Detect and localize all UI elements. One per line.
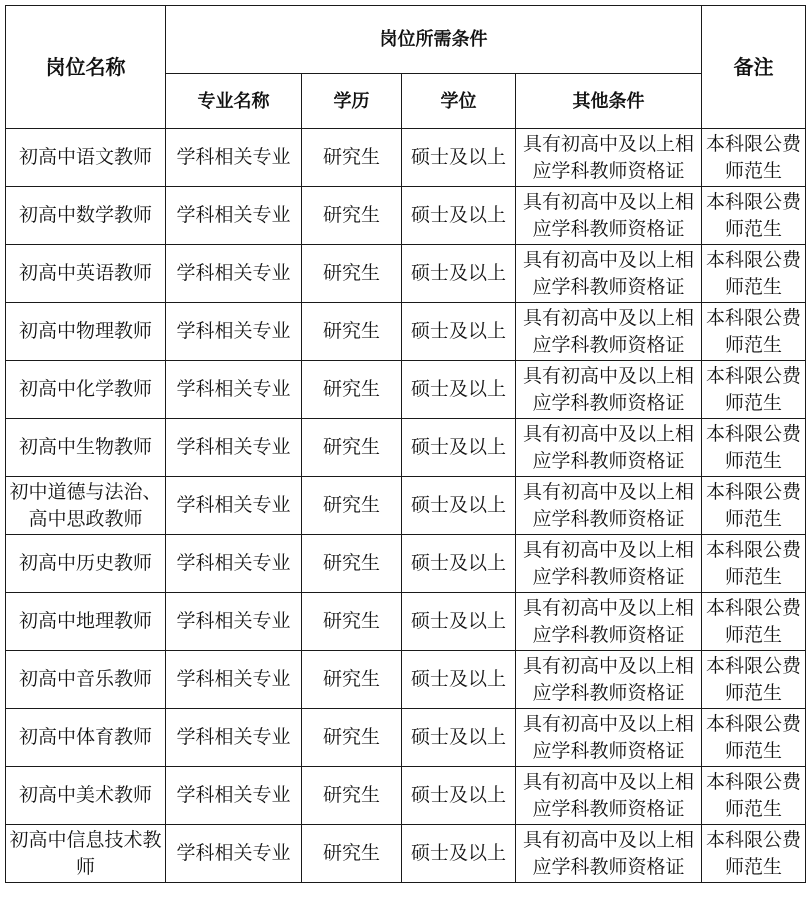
cell-education: 研究生 bbox=[302, 767, 402, 825]
table-row bbox=[6, 593, 806, 651]
cell-remarks: 本科限公费师范生 bbox=[702, 709, 806, 767]
cell-major: 学科相关专业 bbox=[166, 129, 302, 187]
cell-other-conditions: 具有初高中及以上相应学科教师资格证 bbox=[516, 303, 702, 361]
table-row bbox=[6, 245, 806, 303]
header-remarks: 备注 bbox=[702, 6, 806, 129]
header-position-name: 岗位名称 bbox=[6, 6, 166, 129]
cell-education: 研究生 bbox=[302, 187, 402, 245]
recruitment-table-container bbox=[5, 5, 806, 883]
cell-remarks: 本科限公费师范生 bbox=[702, 419, 806, 477]
cell-major: 学科相关专业 bbox=[166, 187, 302, 245]
cell-major: 学科相关专业 bbox=[166, 245, 302, 303]
cell-position: 初高中物理教师 bbox=[6, 303, 166, 361]
table-header bbox=[6, 6, 806, 129]
cell-degree: 硕士及以上 bbox=[402, 129, 516, 187]
cell-remarks: 本科限公费师范生 bbox=[702, 651, 806, 709]
table-row bbox=[6, 709, 806, 767]
cell-other-conditions: 具有初高中及以上相应学科教师资格证 bbox=[516, 651, 702, 709]
cell-other-conditions: 具有初高中及以上相应学科教师资格证 bbox=[516, 361, 702, 419]
table-row bbox=[6, 767, 806, 825]
cell-other-conditions: 具有初高中及以上相应学科教师资格证 bbox=[516, 709, 702, 767]
cell-remarks: 本科限公费师范生 bbox=[702, 477, 806, 535]
cell-other-conditions: 具有初高中及以上相应学科教师资格证 bbox=[516, 477, 702, 535]
table-row bbox=[6, 651, 806, 709]
cell-degree: 硕士及以上 bbox=[402, 593, 516, 651]
cell-remarks: 本科限公费师范生 bbox=[702, 535, 806, 593]
cell-position: 初高中化学教师 bbox=[6, 361, 166, 419]
cell-other-conditions: 具有初高中及以上相应学科教师资格证 bbox=[516, 825, 702, 883]
cell-education: 研究生 bbox=[302, 825, 402, 883]
cell-major: 学科相关专业 bbox=[166, 303, 302, 361]
cell-education: 研究生 bbox=[302, 651, 402, 709]
cell-remarks: 本科限公费师范生 bbox=[702, 129, 806, 187]
cell-other-conditions: 具有初高中及以上相应学科教师资格证 bbox=[516, 419, 702, 477]
cell-position: 初高中信息技术教师 bbox=[6, 825, 166, 883]
cell-major: 学科相关专业 bbox=[166, 709, 302, 767]
cell-degree: 硕士及以上 bbox=[402, 709, 516, 767]
recruitment-table bbox=[5, 5, 806, 883]
cell-education: 研究生 bbox=[302, 303, 402, 361]
cell-remarks: 本科限公费师范生 bbox=[702, 303, 806, 361]
cell-degree: 硕士及以上 bbox=[402, 245, 516, 303]
cell-education: 研究生 bbox=[302, 535, 402, 593]
cell-education: 研究生 bbox=[302, 709, 402, 767]
cell-position: 初高中历史教师 bbox=[6, 535, 166, 593]
cell-degree: 硕士及以上 bbox=[402, 187, 516, 245]
cell-remarks: 本科限公费师范生 bbox=[702, 767, 806, 825]
table-row bbox=[6, 825, 806, 883]
table-body bbox=[6, 129, 806, 883]
table-row bbox=[6, 187, 806, 245]
cell-education: 研究生 bbox=[302, 477, 402, 535]
table-row bbox=[6, 129, 806, 187]
header-degree: 学位 bbox=[402, 74, 516, 129]
cell-position: 初高中地理教师 bbox=[6, 593, 166, 651]
cell-position: 初高中生物教师 bbox=[6, 419, 166, 477]
cell-education: 研究生 bbox=[302, 593, 402, 651]
cell-major: 学科相关专业 bbox=[166, 535, 302, 593]
table-row bbox=[6, 419, 806, 477]
cell-remarks: 本科限公费师范生 bbox=[702, 361, 806, 419]
cell-major: 学科相关专业 bbox=[166, 825, 302, 883]
cell-position: 初高中数学教师 bbox=[6, 187, 166, 245]
cell-degree: 硕士及以上 bbox=[402, 303, 516, 361]
cell-position: 初高中英语教师 bbox=[6, 245, 166, 303]
table-row bbox=[6, 535, 806, 593]
cell-degree: 硕士及以上 bbox=[402, 535, 516, 593]
table-row bbox=[6, 477, 806, 535]
cell-major: 学科相关专业 bbox=[166, 593, 302, 651]
cell-other-conditions: 具有初高中及以上相应学科教师资格证 bbox=[516, 593, 702, 651]
cell-remarks: 本科限公费师范生 bbox=[702, 245, 806, 303]
cell-major: 学科相关专业 bbox=[166, 477, 302, 535]
header-requirements-group: 岗位所需条件 bbox=[166, 6, 702, 74]
cell-other-conditions: 具有初高中及以上相应学科教师资格证 bbox=[516, 187, 702, 245]
header-row-1 bbox=[6, 6, 806, 74]
cell-other-conditions: 具有初高中及以上相应学科教师资格证 bbox=[516, 767, 702, 825]
cell-education: 研究生 bbox=[302, 245, 402, 303]
cell-degree: 硕士及以上 bbox=[402, 651, 516, 709]
table-row bbox=[6, 303, 806, 361]
cell-position: 初高中体育教师 bbox=[6, 709, 166, 767]
cell-degree: 硕士及以上 bbox=[402, 419, 516, 477]
cell-remarks: 本科限公费师范生 bbox=[702, 187, 806, 245]
cell-other-conditions: 具有初高中及以上相应学科教师资格证 bbox=[516, 535, 702, 593]
cell-degree: 硕士及以上 bbox=[402, 361, 516, 419]
cell-education: 研究生 bbox=[302, 361, 402, 419]
cell-degree: 硕士及以上 bbox=[402, 767, 516, 825]
table-row bbox=[6, 361, 806, 419]
cell-degree: 硕士及以上 bbox=[402, 825, 516, 883]
cell-degree: 硕士及以上 bbox=[402, 477, 516, 535]
cell-other-conditions: 具有初高中及以上相应学科教师资格证 bbox=[516, 129, 702, 187]
header-major: 专业名称 bbox=[166, 74, 302, 129]
cell-major: 学科相关专业 bbox=[166, 361, 302, 419]
cell-position: 初中道德与法治、高中思政教师 bbox=[6, 477, 166, 535]
header-other-conditions: 其他条件 bbox=[516, 74, 702, 129]
cell-major: 学科相关专业 bbox=[166, 419, 302, 477]
header-education: 学历 bbox=[302, 74, 402, 129]
cell-position: 初高中音乐教师 bbox=[6, 651, 166, 709]
cell-other-conditions: 具有初高中及以上相应学科教师资格证 bbox=[516, 245, 702, 303]
cell-education: 研究生 bbox=[302, 129, 402, 187]
cell-major: 学科相关专业 bbox=[166, 651, 302, 709]
cell-remarks: 本科限公费师范生 bbox=[702, 593, 806, 651]
cell-position: 初高中语文教师 bbox=[6, 129, 166, 187]
cell-remarks: 本科限公费师范生 bbox=[702, 825, 806, 883]
cell-education: 研究生 bbox=[302, 419, 402, 477]
cell-position: 初高中美术教师 bbox=[6, 767, 166, 825]
cell-major: 学科相关专业 bbox=[166, 767, 302, 825]
